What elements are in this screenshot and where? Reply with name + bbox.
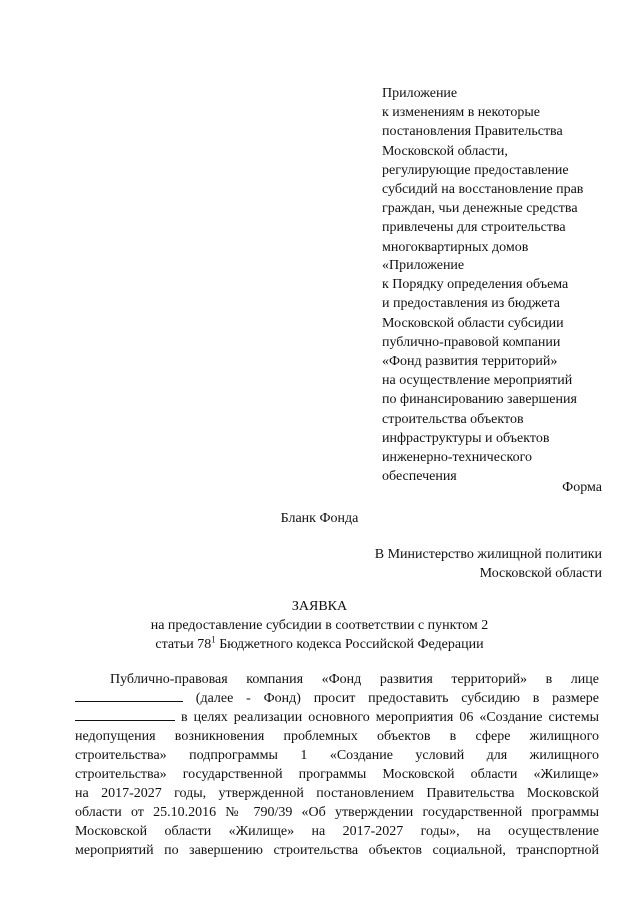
body-line	[75, 708, 599, 727]
body-line: Московской области «Жилище» на 2017-2027 годы», на осуществление	[75, 824, 599, 839]
appendix-2-line: обеспечения	[382, 469, 457, 485]
appendix-2-line: Московской области субсидии	[382, 315, 564, 331]
appendix-2-line: на осуществление мероприятий	[382, 373, 573, 389]
fund-letterhead-label: Бланк Фонда	[280, 511, 359, 526]
body-line: мероприятий по завершению строительства объектов социальной, транспортной	[75, 843, 599, 858]
title-subline: на предоставление субсидии в соответствии с пунктом 2	[150, 618, 489, 633]
recipient-line: Московской области	[479, 566, 602, 581]
appendix-2-line: по финансированию завершения	[382, 392, 577, 408]
appendix-2-line: публично-правовой компании	[382, 334, 561, 350]
representative-blank[interactable]	[75, 689, 183, 702]
appendix-2-line: инфраструктуры и объектов	[382, 430, 550, 446]
appendix-2-line: «Фонд развития территорий»	[382, 354, 558, 370]
body-line: недопущения возникновения проблемных объектов в сфере жилищного	[75, 729, 599, 744]
appendix-1-line: постановления Правительства	[382, 124, 563, 140]
appendix-2-line: инженерно-технического	[382, 450, 532, 466]
title-article-superscript: 1	[211, 634, 216, 645]
body-line: на 2017-2027 годы, утвержденной постановлением Правительства Московской	[75, 786, 599, 801]
subsidy-amount-blank[interactable]	[75, 708, 175, 721]
form-label: Форма	[562, 480, 602, 495]
body-line: строительства» подпрограммы 1 «Создание условий для жилищного	[75, 748, 599, 763]
appendix-1-line: к изменениям в некоторые	[382, 105, 540, 121]
body-line-text: (далее - Фонд) просит предоставить субсидию в размере	[195, 691, 599, 706]
appendix-2-line: «Приложение	[382, 258, 465, 273]
body-line	[75, 689, 599, 708]
recipient-line: В Министерство жилищной политики	[374, 547, 602, 562]
appendix-1-line: Московской области,	[382, 143, 508, 159]
body-line: Публично-правовая компания «Фонд развития территорий» в лице	[110, 672, 599, 687]
appendix-1-line: привлечены для строительства	[382, 220, 566, 236]
appendix-1-line: регулирующие предоставление	[382, 162, 569, 178]
recipient-block	[375, 545, 602, 583]
appendix-note-amendments	[382, 84, 622, 257]
appendix-1-line: многоквартирных домов	[382, 239, 529, 255]
body-line: области от 25.10.2016 № 790/39 «Об утверждении государственной программы	[75, 805, 599, 820]
appendix-1-line: субсидий на восстановление прав	[382, 182, 584, 198]
document-title	[0, 597, 639, 654]
title-code-name: Бюджетного кодекса Российской Федерации	[215, 637, 484, 652]
appendix-1-line: граждан, чьи денежные средства	[382, 201, 578, 217]
body-line: строительства» государственной программы Московской области «Жилище»	[75, 767, 599, 782]
appendix-2-line: строительства объектов	[382, 411, 524, 427]
title-heading: ЗАЯВКА	[291, 599, 348, 614]
body-line-text: в целях реализации основного мероприятия 06 «Создание системы	[181, 710, 599, 725]
title-article: статьи 78	[155, 637, 212, 652]
appendix-1-line: Приложение	[382, 86, 458, 101]
appendix-2-line: и предоставления из бюджета	[382, 296, 560, 312]
title-subline	[0, 635, 639, 654]
appendix-note-procedure	[382, 256, 622, 486]
appendix-2-line: к Порядку определения объема	[382, 277, 569, 293]
request-body-paragraph	[75, 670, 599, 860]
